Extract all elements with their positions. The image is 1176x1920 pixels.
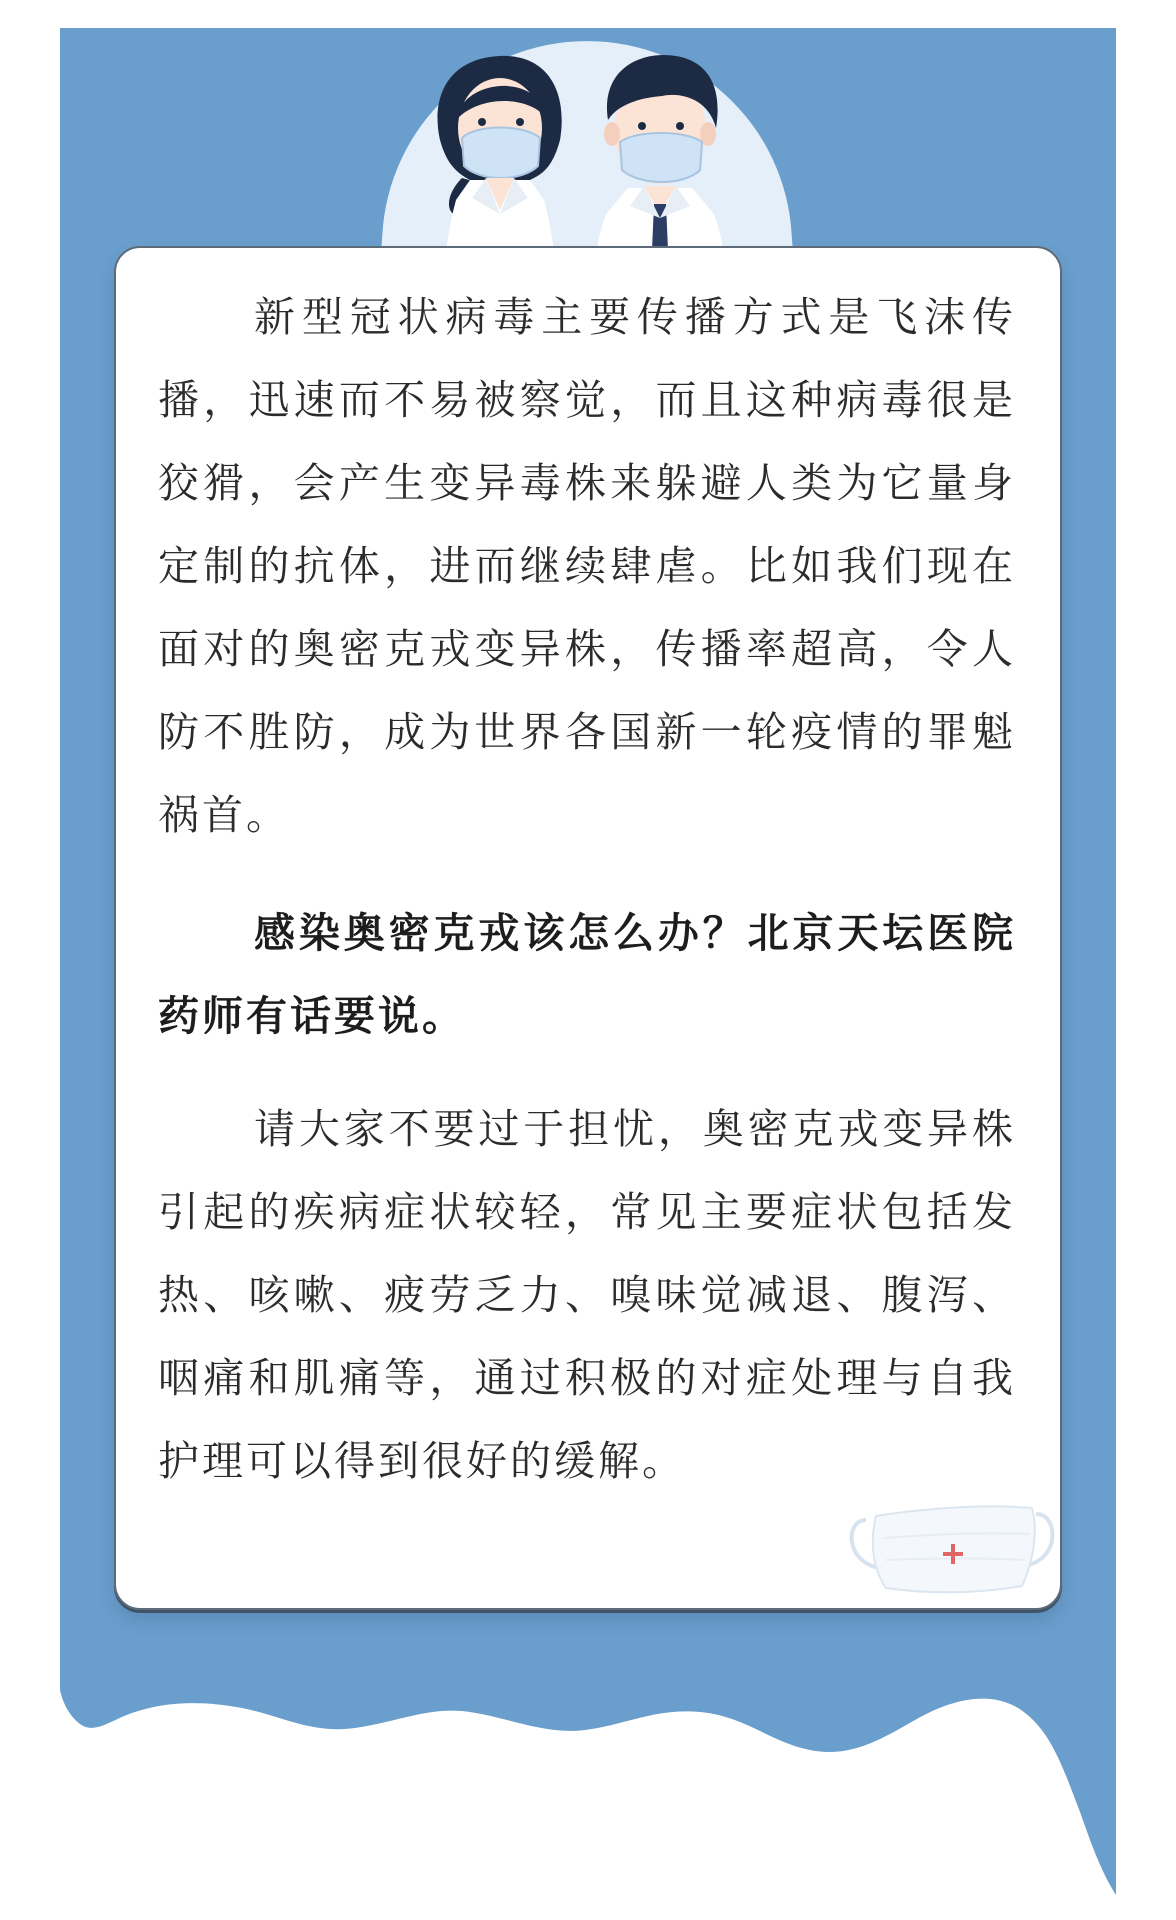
female-doctor-figure xyxy=(438,56,562,260)
male-doctor-figure xyxy=(596,55,724,262)
paragraph-transmission: 新型冠状病毒主要传播方式是飞沫传播，迅速而不易被察觉，而且这种病毒很是狡猾，会产生变异毒株来躲避人类为它量身定制的抗体，进而继续肆虐。比如我们现在面对的奥密克戎变异株，传播率超高，令人防不胜防，成为世界各国新一轮疫情的罪魁祸首。 xyxy=(158,293,1016,839)
paragraph-symptoms: 请大家不要过于担忧，奥密克戎变异株引起的疾病症状较轻，常见主要症状包括发热、咳嗽、疲劳乏力、嗅味觉减退、腹泻、咽痛和肌痛等，通过积极的对症处理与自我护理可以得到很好的缓解。 xyxy=(158,1105,1016,1485)
medical-mask-icon xyxy=(846,1490,1056,1600)
red-cross-horizontal xyxy=(943,1552,963,1556)
paragraph-question: 感染奥密克戎该怎么办？北京天坛医院药师有话要说。 xyxy=(158,909,1016,1040)
